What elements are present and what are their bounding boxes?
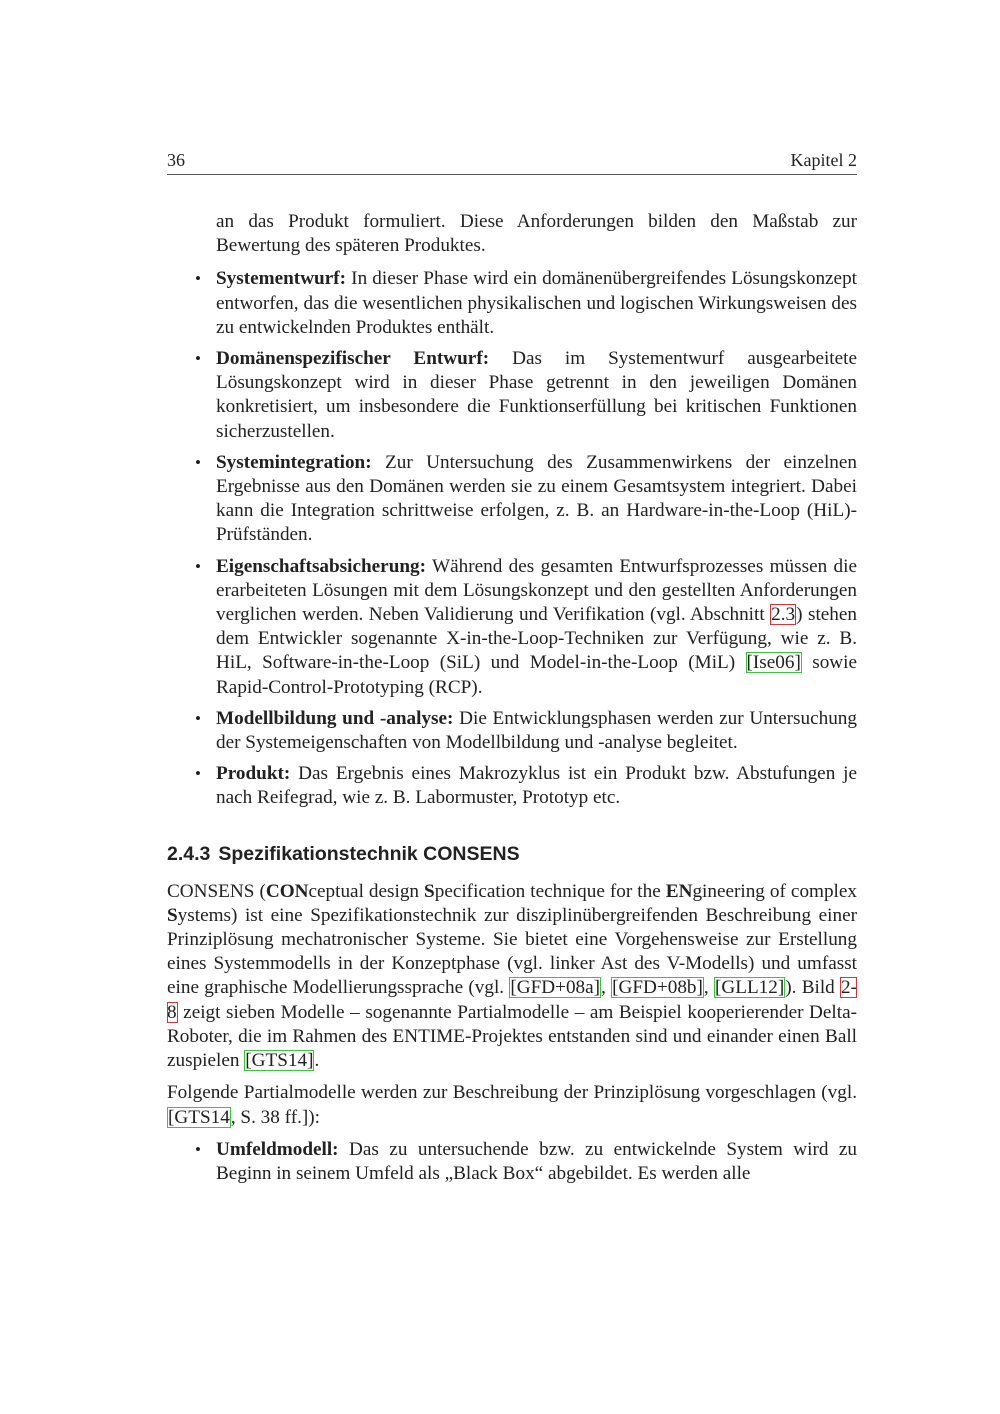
page-number: 36: [167, 150, 185, 170]
bullet-icon: •: [195, 269, 201, 289]
citation-link[interactable]: [GFD+08a]: [510, 977, 601, 999]
citation-link[interactable]: [GTS14: [168, 1106, 230, 1128]
acronym-letter: EN: [665, 880, 693, 902]
bullet-icon: •: [195, 708, 201, 728]
phase-list: [167, 267, 857, 810]
bullet-icon: •: [195, 349, 201, 369]
running-header: [167, 150, 857, 175]
bullet-icon: •: [195, 764, 201, 784]
item-text: Die Entwicklungsphasen werden zur Untersuchung der Systemeigenschaften von Modellbildung und -analyse begleitet.: [216, 707, 857, 754]
item-term: Eigenschaftsabsicherung:: [216, 555, 427, 577]
list-item-eigenschaftsabsicherung: [167, 555, 857, 700]
text-run: ceptual design: [308, 880, 425, 902]
item-text: ) stehen dem Entwickler sogenannte X-in-the-Loop-Techniken zur Verfügung, wie z. B. HiL, Software-in-the-Loop (SiL) und Model-in-the-Loop (MiL): [216, 604, 857, 674]
list-item-umfeldmodell: [167, 1138, 857, 1186]
item-term: Systementwurf:: [216, 268, 347, 290]
text-run: ,: [601, 977, 612, 999]
partial-models-intro: [167, 1081, 857, 1129]
citation-link[interactable]: [GLL12]: [715, 977, 785, 999]
item-text: Das zu untersuchende bzw. zu entwickelnde System wird zu Beginn in seinem Umfeld als „Black Box“ abgebildet. Es werden alle: [216, 1138, 857, 1184]
section-number: 2.4.3: [167, 842, 211, 865]
item-text: Das Ergebnis eines Makrozyklus ist ein Produkt bzw. Abstufungen je nach Reifegrad, wie z. B. Labormuster, Prototyp etc.: [216, 763, 857, 809]
text-run: CONSENS (: [167, 880, 266, 902]
item-term: Umfeldmodell:: [216, 1138, 339, 1160]
text-run: Folgende Partialmodelle werden zur Beschreibung der Prinziplösung vorgeschlagen (vgl.: [167, 1082, 857, 1104]
item-text: In dieser Phase wird ein domänenübergreifendes Lösungskonzept entworfen, das die wesentlichen physikalischen und logischen Wirkungsweisen des zu entwickelnden Produktes enthält.: [216, 268, 857, 338]
item-term: Systemintegration:: [216, 451, 372, 473]
item-text: Zur Untersuchung des Zusammenwirkens der einzelnen Ergebnisse aus den Domänen werden sie zu einem Gesamtsystem integriert. Dabei kann die Integration schrittweise erfolgen, z. B. an Hardware-in-the-Loop (HiL)-Prüfständen.: [216, 451, 857, 546]
list-item-continuation: an das Produkt formuliert. Diese Anforderungen bilden den Maßstab zur Bewertung des späteren Produktes.: [216, 211, 857, 257]
list-item-modellbildung: [167, 707, 857, 755]
section-reference-link[interactable]: 2.3: [771, 604, 796, 626]
citation-link[interactable]: [Ise06]: [746, 652, 801, 674]
bullet-icon: •: [195, 556, 201, 576]
section-heading: [167, 842, 857, 866]
acronym-letter: S: [424, 880, 435, 902]
item-term: Produkt:: [216, 763, 291, 785]
list-item-systemintegration: [167, 451, 857, 548]
citation-link[interactable]: [GTS14]: [245, 1050, 314, 1072]
item-text: Das im Systementwurf ausgearbeitete Lösungskonzept wird in dieser Phase getrennt in den jeweiligen Domänen konkretisiert, um insbesondere die Funktionserfüllung bei kritischen Funktionen sicherzustellen.: [216, 348, 857, 442]
item-text: Während des gesamten Entwurfsprozesses müssen die erarbeiteten Lösungen mit dem Lösungskonzept und den gestellten Anforderungen verglichen werden. Neben Validierung und Verifikation (vgl. Abschnitt: [216, 555, 857, 626]
text-run: ystems) ist eine Spezifikationstechnik zur disziplinübergreifenden Beschreibung einer Prinziplösung mechatronischer Systeme. Sie bietet eine Vorgehensweise zur Erstellung eines Systemmodells in der Konzeptphase (vgl. linker Ast des V-Modells) und umfasst eine graphische Modellierungssprache (vgl.: [167, 904, 857, 999]
item-term: Modellbildung und -analyse:: [216, 707, 454, 729]
acronym-letter: CON: [265, 880, 309, 902]
partial-model-list: [167, 1138, 857, 1186]
chapter-label: Kapitel 2: [790, 150, 857, 170]
text-run: gineering of complex: [692, 880, 857, 902]
list-item-domaenenspezifischer-entwurf: [167, 347, 857, 444]
item-term: Domänenspezifischer Entwurf:: [216, 348, 490, 370]
bullet-icon: •: [195, 1139, 201, 1159]
acronym-letter: S: [167, 904, 178, 926]
text-run: zeigt sieben Modelle – sogenannte Partialmodelle – am Beispiel kooperierender Delta-Roboter, die im Rahmen des ENTIME-Projektes entstanden sind und einander einen Ball zuspielen: [167, 1001, 857, 1072]
bullet-icon: •: [195, 452, 201, 472]
list-item-systementwurf: [167, 267, 857, 340]
body-text: [167, 210, 857, 1193]
text-run: , S. 38 ff.]):: [230, 1106, 321, 1128]
figure-reference-link[interactable]: 2-8: [167, 977, 858, 1023]
text-run: .: [314, 1050, 320, 1072]
text-run: ). Bild: [785, 977, 841, 999]
list-item-produkt: [167, 762, 857, 810]
citation-link[interactable]: [GFD+08b]: [612, 977, 703, 999]
item-text: sowie Rapid-Control-Prototyping (RCP).: [216, 652, 858, 698]
section-title: Spezifikationstechnik CONSENS: [218, 842, 520, 865]
text-run: pecification technique for the: [434, 880, 666, 902]
text-run: ,: [703, 977, 714, 999]
consens-paragraph: [167, 880, 857, 1074]
